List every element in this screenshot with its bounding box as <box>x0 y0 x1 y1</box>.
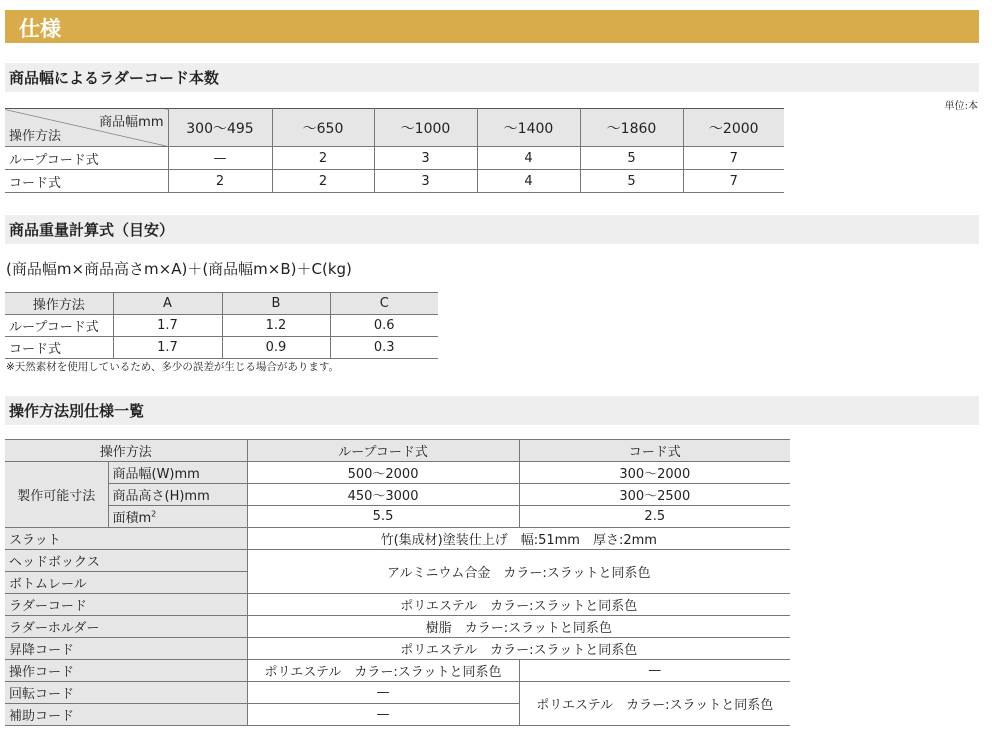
row-label: 操作コード <box>5 660 247 682</box>
table-cell: 4 <box>477 170 580 193</box>
row-label: 回転コード <box>5 682 247 704</box>
page-title: 仕様 <box>19 17 61 41</box>
table-row <box>5 170 784 193</box>
table-row <box>5 594 790 616</box>
table-row <box>5 660 790 682</box>
row-label: ラダーホルダー <box>5 616 247 638</box>
row-label: 昇降コード <box>5 638 247 660</box>
row-label <box>108 506 247 528</box>
table-cell: 1.7 <box>113 337 222 359</box>
row-label: スラット <box>5 528 247 550</box>
diagonal-header-cell <box>5 109 168 147</box>
table-cell: 5 <box>580 147 683 170</box>
column-header: 300〜495 <box>168 109 272 147</box>
table-cell: 樹脂 カラー:スラットと同系色 <box>247 616 790 638</box>
row-group-label: 製作可能寸法 <box>5 462 108 528</box>
column-header: 操作方法 <box>5 293 113 315</box>
table-row <box>5 337 438 359</box>
row-label: コード式 <box>5 170 168 193</box>
weight-formula: (商品幅m×商品高さm×A)＋(商品幅m×B)＋C(kg) <box>6 260 352 278</box>
table-row <box>5 147 784 170</box>
note-text: ※天然素材を使用しているため、多少の誤差が生じる場合があります。 <box>6 361 340 373</box>
row-label: コード式 <box>5 337 113 359</box>
row-label: ループコード式 <box>5 315 113 337</box>
table-cell: — <box>247 682 519 704</box>
table-cell: ポリエステル カラー:スラットと同系色 <box>247 594 790 616</box>
ladder-cord-count-table <box>5 108 784 193</box>
table-row <box>5 484 790 506</box>
table-row <box>5 616 790 638</box>
table-cell: — <box>168 147 272 170</box>
table-cell: 450〜3000 <box>247 484 519 506</box>
column-header: コード式 <box>519 440 790 462</box>
row-label: 補助コード <box>5 704 247 726</box>
column-header: B <box>222 293 330 315</box>
table-cell: 0.9 <box>222 337 330 359</box>
row-label: ラダーコード <box>5 594 247 616</box>
table-cell: 4 <box>477 147 580 170</box>
table-cell: 3 <box>374 170 477 193</box>
table-header-row <box>5 293 438 315</box>
table-cell: 5.5 <box>247 506 519 528</box>
area-label: 面積m <box>112 511 152 526</box>
weight-coefficient-table <box>5 292 438 359</box>
table-cell: 3 <box>374 147 477 170</box>
column-header: 〜1860 <box>580 109 683 147</box>
row-label: ヘッドボックス <box>5 550 247 572</box>
table-cell: 5 <box>580 170 683 193</box>
column-header: 〜1400 <box>477 109 580 147</box>
table-cell: — <box>247 704 519 726</box>
main-title-bar <box>5 10 979 43</box>
table-cell: ポリエステル カラー:スラットと同系色 <box>519 682 790 726</box>
table-cell: 7 <box>683 170 784 193</box>
area-superscript: 2 <box>151 509 157 519</box>
table-cell: 1.7 <box>113 315 222 337</box>
section-title: 商品重量計算式（目安） <box>9 221 175 239</box>
table-cell: ポリエステル カラー:スラットと同系色 <box>247 660 519 682</box>
diag-top-label: 商品幅mm <box>99 115 164 130</box>
table-cell: 300〜2500 <box>519 484 790 506</box>
table-cell: アルミニウム合金 カラー:スラットと同系色 <box>247 550 790 594</box>
diag-bottom-label: 操作方法 <box>9 129 62 144</box>
column-header: A <box>113 293 222 315</box>
table-cell: 0.6 <box>330 315 438 337</box>
section-title: 操作方法別仕様一覧 <box>9 402 145 420</box>
table-row <box>5 528 790 550</box>
section-header-ladder-cord-count <box>5 63 979 92</box>
table-row <box>5 638 790 660</box>
row-label: ループコード式 <box>5 147 168 170</box>
column-header: 操作方法 <box>5 440 247 462</box>
table-row <box>5 682 790 704</box>
table-cell: 300〜2000 <box>519 462 790 484</box>
column-header: 〜650 <box>272 109 374 147</box>
table-cell: 7 <box>683 147 784 170</box>
column-header: ループコード式 <box>247 440 519 462</box>
column-header: C <box>330 293 438 315</box>
table-cell: 500〜2000 <box>247 462 519 484</box>
table-cell: 2 <box>272 147 374 170</box>
table-cell: 1.2 <box>222 315 330 337</box>
section-title: 商品幅によるラダーコード本数 <box>9 69 219 87</box>
column-header: 〜1000 <box>374 109 477 147</box>
table-header-row <box>5 109 784 147</box>
table-row <box>5 462 790 484</box>
table-header-row <box>5 440 790 462</box>
table-cell: 竹(集成材)塗装仕上げ 幅:51mm 厚さ:2mm <box>247 528 790 550</box>
table-row <box>5 315 438 337</box>
column-header: 〜2000 <box>683 109 784 147</box>
unit-label: 単位:本 <box>944 101 978 112</box>
row-label: 商品高さ(H)mm <box>108 484 247 506</box>
table-cell: 2 <box>168 170 272 193</box>
table-row <box>5 506 790 528</box>
table-cell: ポリエステル カラー:スラットと同系色 <box>247 638 790 660</box>
table-cell: 2.5 <box>519 506 790 528</box>
table-cell: 2 <box>272 170 374 193</box>
section-header-spec-list <box>5 396 979 425</box>
section-header-weight-formula <box>5 215 979 244</box>
table-cell: — <box>519 660 790 682</box>
table-cell: 0.3 <box>330 337 438 359</box>
row-label: ボトムレール <box>5 572 247 594</box>
table-row <box>5 550 790 572</box>
spec-list-table <box>5 439 790 726</box>
row-label: 商品幅(W)mm <box>108 462 247 484</box>
